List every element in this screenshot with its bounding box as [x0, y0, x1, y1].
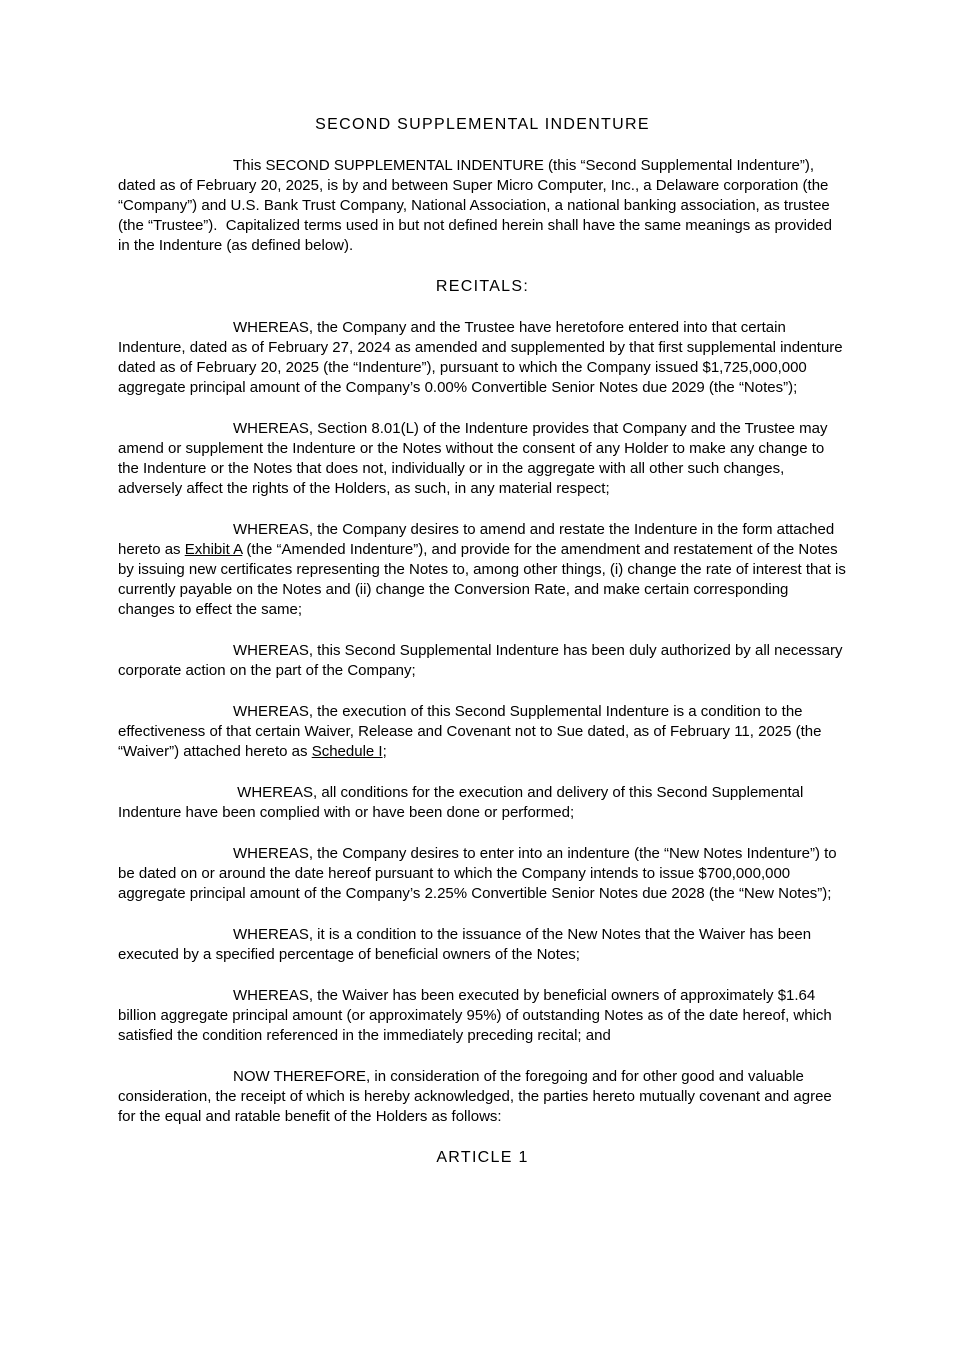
text-segment: WHEREAS, the Company desires to amend and restate the Indenture in the form attached hereto as [118, 521, 839, 558]
text-segment: ; [382, 743, 387, 760]
underlined-reference: Exhibit A [184, 541, 243, 558]
whereas-new-notes-condition [118, 925, 847, 965]
document-title [118, 115, 847, 135]
recitals-heading [118, 277, 847, 297]
text-segment: SECOND SUPPLEMENTAL INDENTURE [315, 116, 650, 133]
text-segment: ARTICLE 1 [436, 1149, 529, 1166]
text-segment: WHEREAS, all conditions for the execution and delivery of this Second Supplemental Indenture have been complied with or have been done or performed; [118, 784, 808, 821]
text-segment: RECITALS: [435, 278, 530, 295]
text-segment: WHEREAS, it is a condition to the issuance of the New Notes that the Waiver has been executed by a specified percentage of beneficial owners of the Notes; [118, 926, 816, 963]
text-segment: WHEREAS, this Second Supplemental Indenture has been duly authorized by all necessary corporate action on the part of the Company; [118, 642, 847, 679]
whereas-section-801L [118, 419, 847, 499]
text-segment: WHEREAS, the Company and the Trustee have heretofore entered into that certain Indenture, dated as of February 27, 2024 as amended and supplemented by that first supplemental indenture dated as of February 20, 2025 (the “Indenture”), pursuant to which the Company issued $1,725,000,000 aggregate principal amount of the Company’s 0.00% Convertible Senior Notes due 2029 (the “Notes”); [118, 319, 847, 396]
text-segment: WHEREAS, the Company desires to enter into an indenture (the “New Notes Indenture”) to be dated on or around the date hereof pursuant to which the Company intends to issue $700,000,000 aggregate principal amount of the Company’s 2.25% Convertible Senior Notes due 2028 (the “New Notes”); [118, 845, 841, 902]
whereas-indenture [118, 318, 847, 398]
text-segment: NOW THEREFORE, in consideration of the foregoing and for other good and valuable consideration, the receipt of which is hereby acknowledged, the parties hereto mutually covenant and agree for the equal and ratable benefit of the Holders as follows: [118, 1068, 836, 1125]
whereas-waiver-condition [118, 702, 847, 762]
whereas-authorization [118, 641, 847, 681]
text-segment: WHEREAS, Section 8.01(L) of the Indenture provides that Company and the Trustee may amend or supplement the Indenture or the Notes without the consent of any Holder to make any change to the Indenture or the Notes that does not, individually or in the aggregate with all other such changes, adversely affect the rights of the Holders, as such, in any material respect; [118, 420, 832, 497]
whereas-conditions-complied [118, 783, 847, 823]
whereas-new-notes-indenture [118, 844, 847, 904]
whereas-amended-indenture [118, 520, 851, 620]
text-segment: WHEREAS, the Waiver has been executed by beneficial owners of approximately $1.64 billion aggregate principal amount (or approximately 95%) of outstanding Notes as of the date hereof, which satisfied the condition referenced in the immediately preceding recital; and [118, 987, 836, 1044]
article-1-heading [118, 1148, 847, 1168]
document-body [118, 115, 851, 1168]
underlined-reference: Schedule I [311, 743, 383, 760]
text-segment: WHEREAS, the execution of this Second Supplemental Indenture is a condition to the effectiveness of that certain Waiver, Release and Covenant not to Sue dated, as of February 11, 2025 (the “Waiver”) attached hereto as [118, 703, 826, 760]
now-therefore-paragraph [118, 1067, 847, 1127]
opening-paragraph [118, 156, 847, 256]
text-segment: This SECOND SUPPLEMENTAL INDENTURE (this “Second Supplemental Indenture”), dated as of February 20, 2025, is by and between Super Micro Computer, Inc., a Delaware corporation (the “Company”) and U.S. Bank Trust Company, National Association, a national banking association, as trustee (the “Trustee”). Capitalized terms used in but not defined herein shall have the same meanings as provided in the Indenture (as defined below). [118, 157, 837, 254]
whereas-waiver-executed [118, 986, 847, 1046]
text-segment: (the “Amended Indenture”), and provide for the amendment and restatement of the Notes by issuing new certificates representing the Notes to, among other things, (i) change the rate of interest that is currently payable on the Notes and (ii) change the Conversion Rate, and make certain corresponding changes to effect the same; [118, 541, 851, 618]
